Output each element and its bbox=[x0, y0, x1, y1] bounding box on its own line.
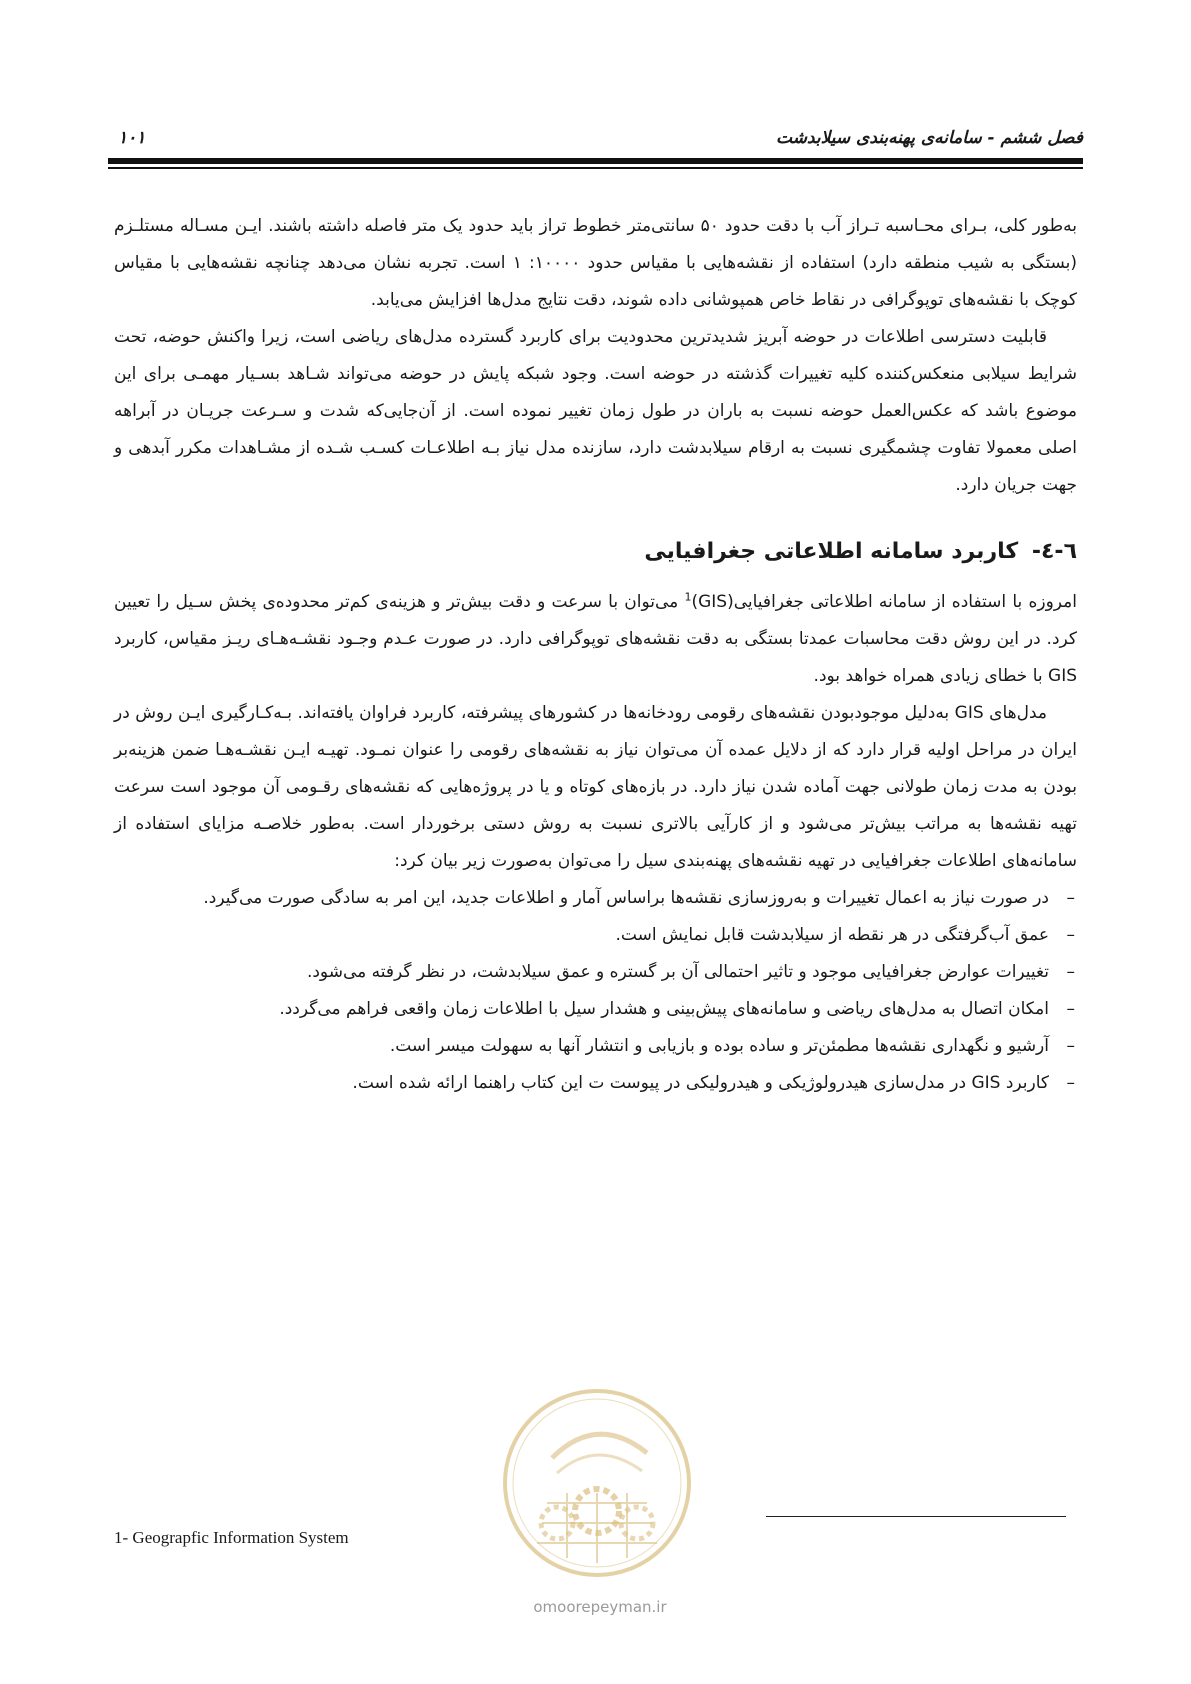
list-item-text: کاربرد GIS در مدل‌سازی هیدرولوژیکی و هیدرولیکی در پیوست ت این کتاب راهنما ارائه شده است. bbox=[352, 1073, 1049, 1093]
bullet-dash: – bbox=[1066, 999, 1075, 1019]
list-item bbox=[114, 880, 1077, 917]
page-number: ۱۰۱ bbox=[118, 128, 146, 148]
list-item-text: در صورت نیاز به اعمال تغییرات و به‌روزسازی نقشه‌ها براساس آمار و اطلاعات جدید، این امر به سادگی صورت می‌گیرد. bbox=[203, 888, 1049, 908]
bullet-dash: – bbox=[1066, 888, 1075, 908]
list-item bbox=[114, 991, 1077, 1028]
paragraph-data-availability: قابلیت دسترسی اطلاعات در حوضه آبریز شدیدترین محدودیت برای کاربرد گسترده مدل‌های ریاضی است، زیرا واکنش حوضه، تحت شرایط سیلابی منعکس‌کننده کلیه تغییرات گذشته در حوضه است. وجود شبکه پایش در حوضه می‌تواند شـاهد بسـیار مهمـی برای این موضوع باشد که عکس‌العمل حوضه نسبت به باران در طول زمان تغییر نموده است. از آن‌جایی‌که شدت و سـرعت جریـان در آبراهه اصلی معمولا تفاوت چشمگیری نسبت به ارقام سیلابدشت دارد، سازنده مدل نیاز بـه اطلاعـات کسـب شـده از مشـاهدات مکرر آبدهی و جهت جریان دارد. bbox=[114, 327, 1077, 495]
benefits-list bbox=[114, 880, 1077, 1102]
chapter-title: فصل ششم - سامانه‌ی پهنه‌بندی سیلابدشت bbox=[776, 128, 1083, 148]
main-content bbox=[114, 208, 1077, 1102]
paragraph-contour-accuracy: به‌طور کلی، بـرای محـاسبه تـراز آب با دقت حدود ۵۰ سانتی‌متر خطوط تراز باید حدود یک متر فاصله داشته باشند. ایـن مسـاله مستلـزم (بستگی به شیب منطقه دارد) استفاده از نقشه‌هایی با مقیاس حدود ۱۰۰۰۰: ۱ است. تجربه نشان می‌دهد چنانچه نقشه‌هایی با مقیاس کوچک با نقشه‌های توپوگرافی در نقاط خاص همپوشانی داده شوند، دقت نتایج مدل‌ها افزایش می‌یابد. bbox=[114, 216, 1077, 310]
page-header bbox=[108, 118, 1083, 158]
header-rule-thin bbox=[108, 167, 1083, 169]
section-number: ٦-٤- bbox=[1031, 539, 1077, 564]
list-item-text: آرشیو و نگهداری نقشه‌ها مطمئن‌تر و ساده بوده و بازیابی و انتشار آنها به سهولت میسر است. bbox=[389, 1036, 1049, 1056]
list-item-text: امکان اتصال به مدل‌های ریاضی و سامانه‌های پیش‌بینی و هشدار سیل با اطلاعات زمان واقعی فراهم می‌گردد. bbox=[279, 999, 1049, 1019]
watermark-url: omoorepeyman.ir bbox=[533, 1598, 667, 1616]
footnote: 1- Geograpfic Information System bbox=[114, 1528, 349, 1547]
list-item bbox=[114, 954, 1077, 991]
gis-intro-rest: می‌توان با سرعت و دقت بیش‌تر و هزینه‌ی کم‌تر محدوده‌ی پخش سـیل را تعیین کرد. در این روش دقت محاسبات عمدتا بستگی به دقت نقشه‌های توپوگرافی دارد. در صورت عـدم وجـود نقشـه‌هـای ریـز مقیاس، کاربرد GIS با خطای زیادی همراه خواهد بود. bbox=[114, 592, 1077, 686]
list-item-text: عمق آب‌گرفتگی در هر نقطه از سیلابدشت قابل نمایش است. bbox=[615, 925, 1049, 945]
list-item bbox=[114, 1028, 1077, 1065]
bullet-dash: – bbox=[1066, 962, 1075, 982]
bullet-dash: – bbox=[1066, 925, 1075, 945]
paragraph-gis-models: مدل‌های GIS به‌دلیل موجودبودن نقشه‌های رقومی رودخانه‌ها در کشورهای پیشرفته، کاربرد فراوان یافته‌اند. بـه‌کـارگیری ایـن روش در ایران در مراحل اولیه قرار دارد که از دلایل عمده آن می‌توان نیاز به نقشه‌های رقومی را عنوان نمـود. تهیـه ایـن نقشـه‌هـا ضمن هزینه‌بر بودن به مدت زمان طولانی جهت آماده شدن نیاز دارد. در بازه‌های کوتاه و یا در پروژه‌هایی که نقشه‌های رقـومی آن موجود است سرعت تهیه نقشه‌ها به مراتب بیش‌تر می‌شود و از کارآیی بالاتری نسبت به روش دستی برخوردار است. به‌طور خلاصـه مزایای استفاده از سامانه‌های اطلاعات جغرافیایی در تهیه نقشه‌های پهنه‌بندی سیل را می‌توان به‌صورت زیر بیان کرد: bbox=[114, 703, 1077, 871]
list-item-text: تغییرات عوارض جغرافیایی موجود و تاثیر احتمالی آن بر گستره و عمق سیلابدشت، در نظر گرفته می‌شود. bbox=[306, 962, 1049, 982]
gis-intro-start: امروزه با استفاده از سامانه اطلاعاتی جغرافیایی(GIS) bbox=[691, 592, 1077, 612]
section-title: کاربرد سامانه اطلاعاتی جغرافیایی bbox=[644, 539, 1019, 564]
header-rule-thick bbox=[108, 158, 1083, 164]
watermark-logo-icon bbox=[497, 1383, 697, 1583]
bullet-dash: – bbox=[1066, 1036, 1075, 1056]
footnote-marker: 1 bbox=[684, 590, 692, 604]
list-item bbox=[114, 917, 1077, 954]
section-heading bbox=[114, 532, 1077, 572]
list-item bbox=[114, 1065, 1077, 1102]
bullet-dash: – bbox=[1066, 1073, 1075, 1093]
footnote-rule bbox=[766, 1516, 1066, 1517]
paragraph-gis-intro bbox=[114, 584, 1077, 695]
